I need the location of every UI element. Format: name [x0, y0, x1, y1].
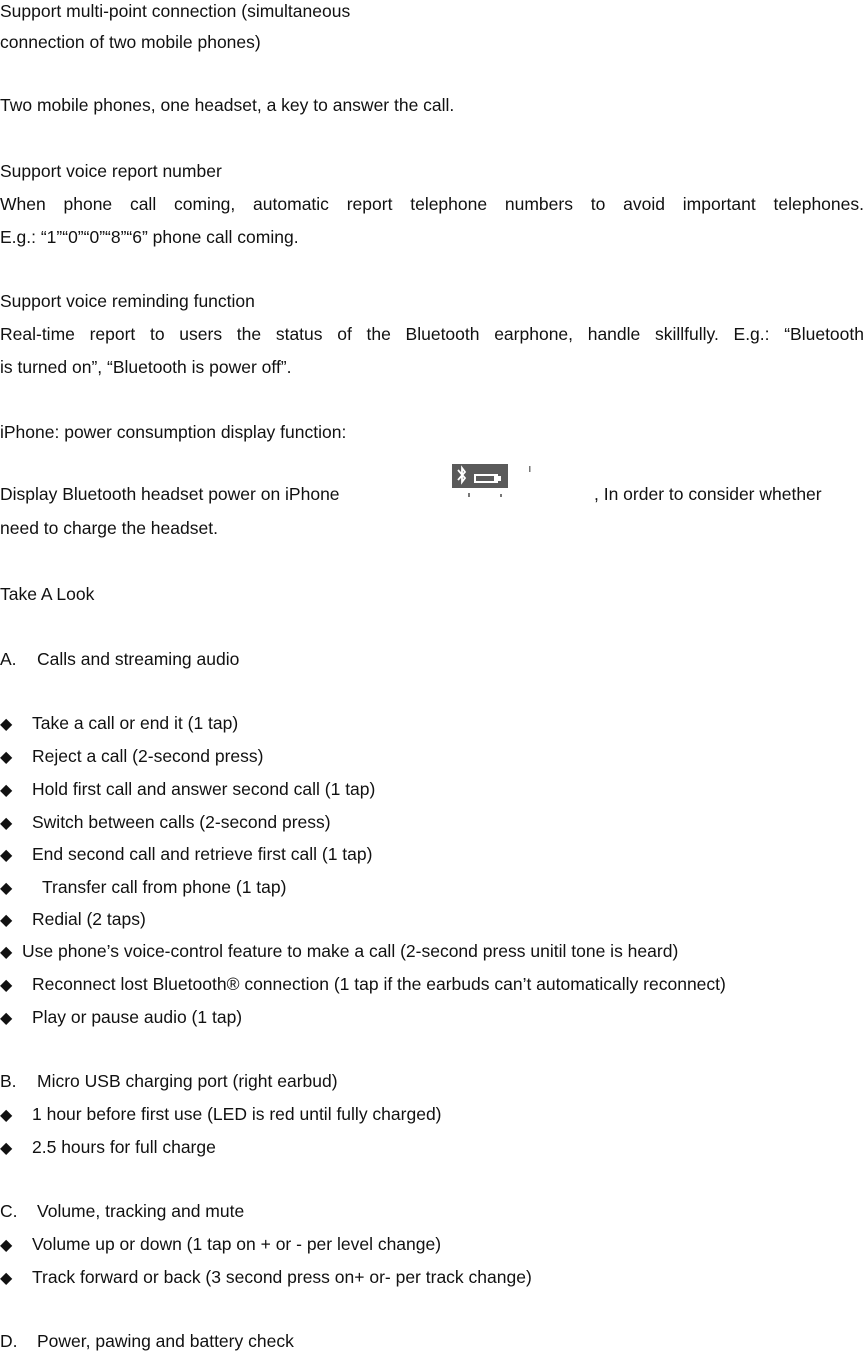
voice-report-line-2: E.g.: “1”“0”“0”“8”“6” phone call coming.: [0, 227, 299, 247]
section-d-letter: D.: [0, 1331, 18, 1351]
take-a-look-heading: Take A Look: [0, 584, 95, 604]
diamond-bullet-icon: ◆: [0, 977, 13, 994]
multipoint-line-1: Support multi-point connection (simultaneous: [0, 1, 351, 21]
section-c-heading: [0, 1200, 244, 1222]
section-b-title: Micro USB charging port (right earbud): [37, 1071, 338, 1091]
list-item: ◆ Play or pause audio (1 tap): [0, 1006, 242, 1030]
list-item: ◆ 1 hour before first use (LED is red until fully charged): [0, 1103, 442, 1127]
diamond-bullet-icon: ◆: [0, 1140, 13, 1157]
diamond-bullet-icon: ◆: [0, 782, 13, 799]
section-c-letter: C.: [0, 1201, 18, 1221]
multipoint-line-2: connection of two mobile phones): [0, 32, 261, 52]
diamond-bullet-icon: ◆: [0, 847, 13, 864]
voice-reminding-line-2: is turned on”, “Bluetooth is power off”.: [0, 357, 292, 377]
section-b-heading: [0, 1070, 338, 1092]
list-item: ◆ Reconnect lost Bluetooth® connection (1 tap if the earbuds can’t automatically reconnect): [0, 973, 726, 997]
list-item: ◆ Hold first call and answer second call (1 tap): [0, 778, 375, 802]
list-item: ◆ Use phone’s voice-control feature to make a call (2-second press unitil tone is heard): [0, 940, 678, 964]
iphone-line-1-right: , In order to consider whether: [594, 484, 822, 504]
diamond-bullet-icon: ◆: [0, 716, 13, 733]
section-a-letter: A.: [0, 649, 17, 669]
diamond-bullet-icon: ◆: [0, 1010, 13, 1027]
multipoint-note: Two mobile phones, one headset, a key to answer the call.: [0, 95, 455, 115]
diamond-bullet-icon: ◆: [0, 1270, 13, 1287]
section-a-title: Calls and streaming audio: [37, 649, 240, 669]
section-d-title: Power, pawing and battery check: [37, 1331, 294, 1351]
section-c-title: Volume, tracking and mute: [37, 1201, 245, 1221]
iphone-bluetooth-battery-icon: [452, 464, 534, 500]
section-a-heading: [0, 648, 239, 670]
diamond-bullet-icon: ◆: [0, 880, 13, 897]
iphone-line-1-left: Display Bluetooth headset power on iPhone: [0, 484, 340, 504]
list-item: ◆ Switch between calls (2-second press): [0, 811, 331, 835]
list-item: ◆ Transfer call from phone (1 tap): [0, 876, 286, 900]
iphone-line-2: need to charge the headset.: [0, 518, 218, 538]
voice-reminding-line-1: Real-time report to users the status of the Bluetooth earphone, handle skillfully. E.g.: “Bluetooth: [0, 324, 864, 344]
voice-report-heading: Support voice report number: [0, 161, 222, 181]
section-b-letter: B.: [0, 1071, 17, 1091]
voice-reminding-heading: Support voice reminding function: [0, 291, 255, 311]
list-item: ◆ 2.5 hours for full charge: [0, 1136, 216, 1160]
diamond-bullet-icon: ◆: [0, 749, 13, 766]
section-d-heading: [0, 1330, 294, 1352]
list-item: ◆ Reject a call (2-second press): [0, 745, 263, 769]
voice-report-line-1: When phone call coming, automatic report telephone numbers to avoid important telephones.: [0, 194, 864, 214]
list-item: ◆ Track forward or back (3 second press on+ or- per track change): [0, 1266, 532, 1290]
diamond-bullet-icon: ◆: [0, 944, 13, 961]
diamond-bullet-icon: ◆: [0, 1107, 13, 1124]
list-item: ◆ Volume up or down (1 tap on + or - per level change): [0, 1233, 441, 1257]
diamond-bullet-icon: ◆: [0, 912, 13, 929]
list-item: ◆ End second call and retrieve first call (1 tap): [0, 843, 372, 867]
list-item: ◆ Take a call or end it (1 tap): [0, 712, 238, 736]
diamond-bullet-icon: ◆: [0, 815, 13, 832]
list-item: ◆ Redial (2 taps): [0, 908, 146, 932]
iphone-heading: iPhone: power consumption display function:: [0, 422, 347, 442]
diamond-bullet-icon: ◆: [0, 1237, 13, 1254]
